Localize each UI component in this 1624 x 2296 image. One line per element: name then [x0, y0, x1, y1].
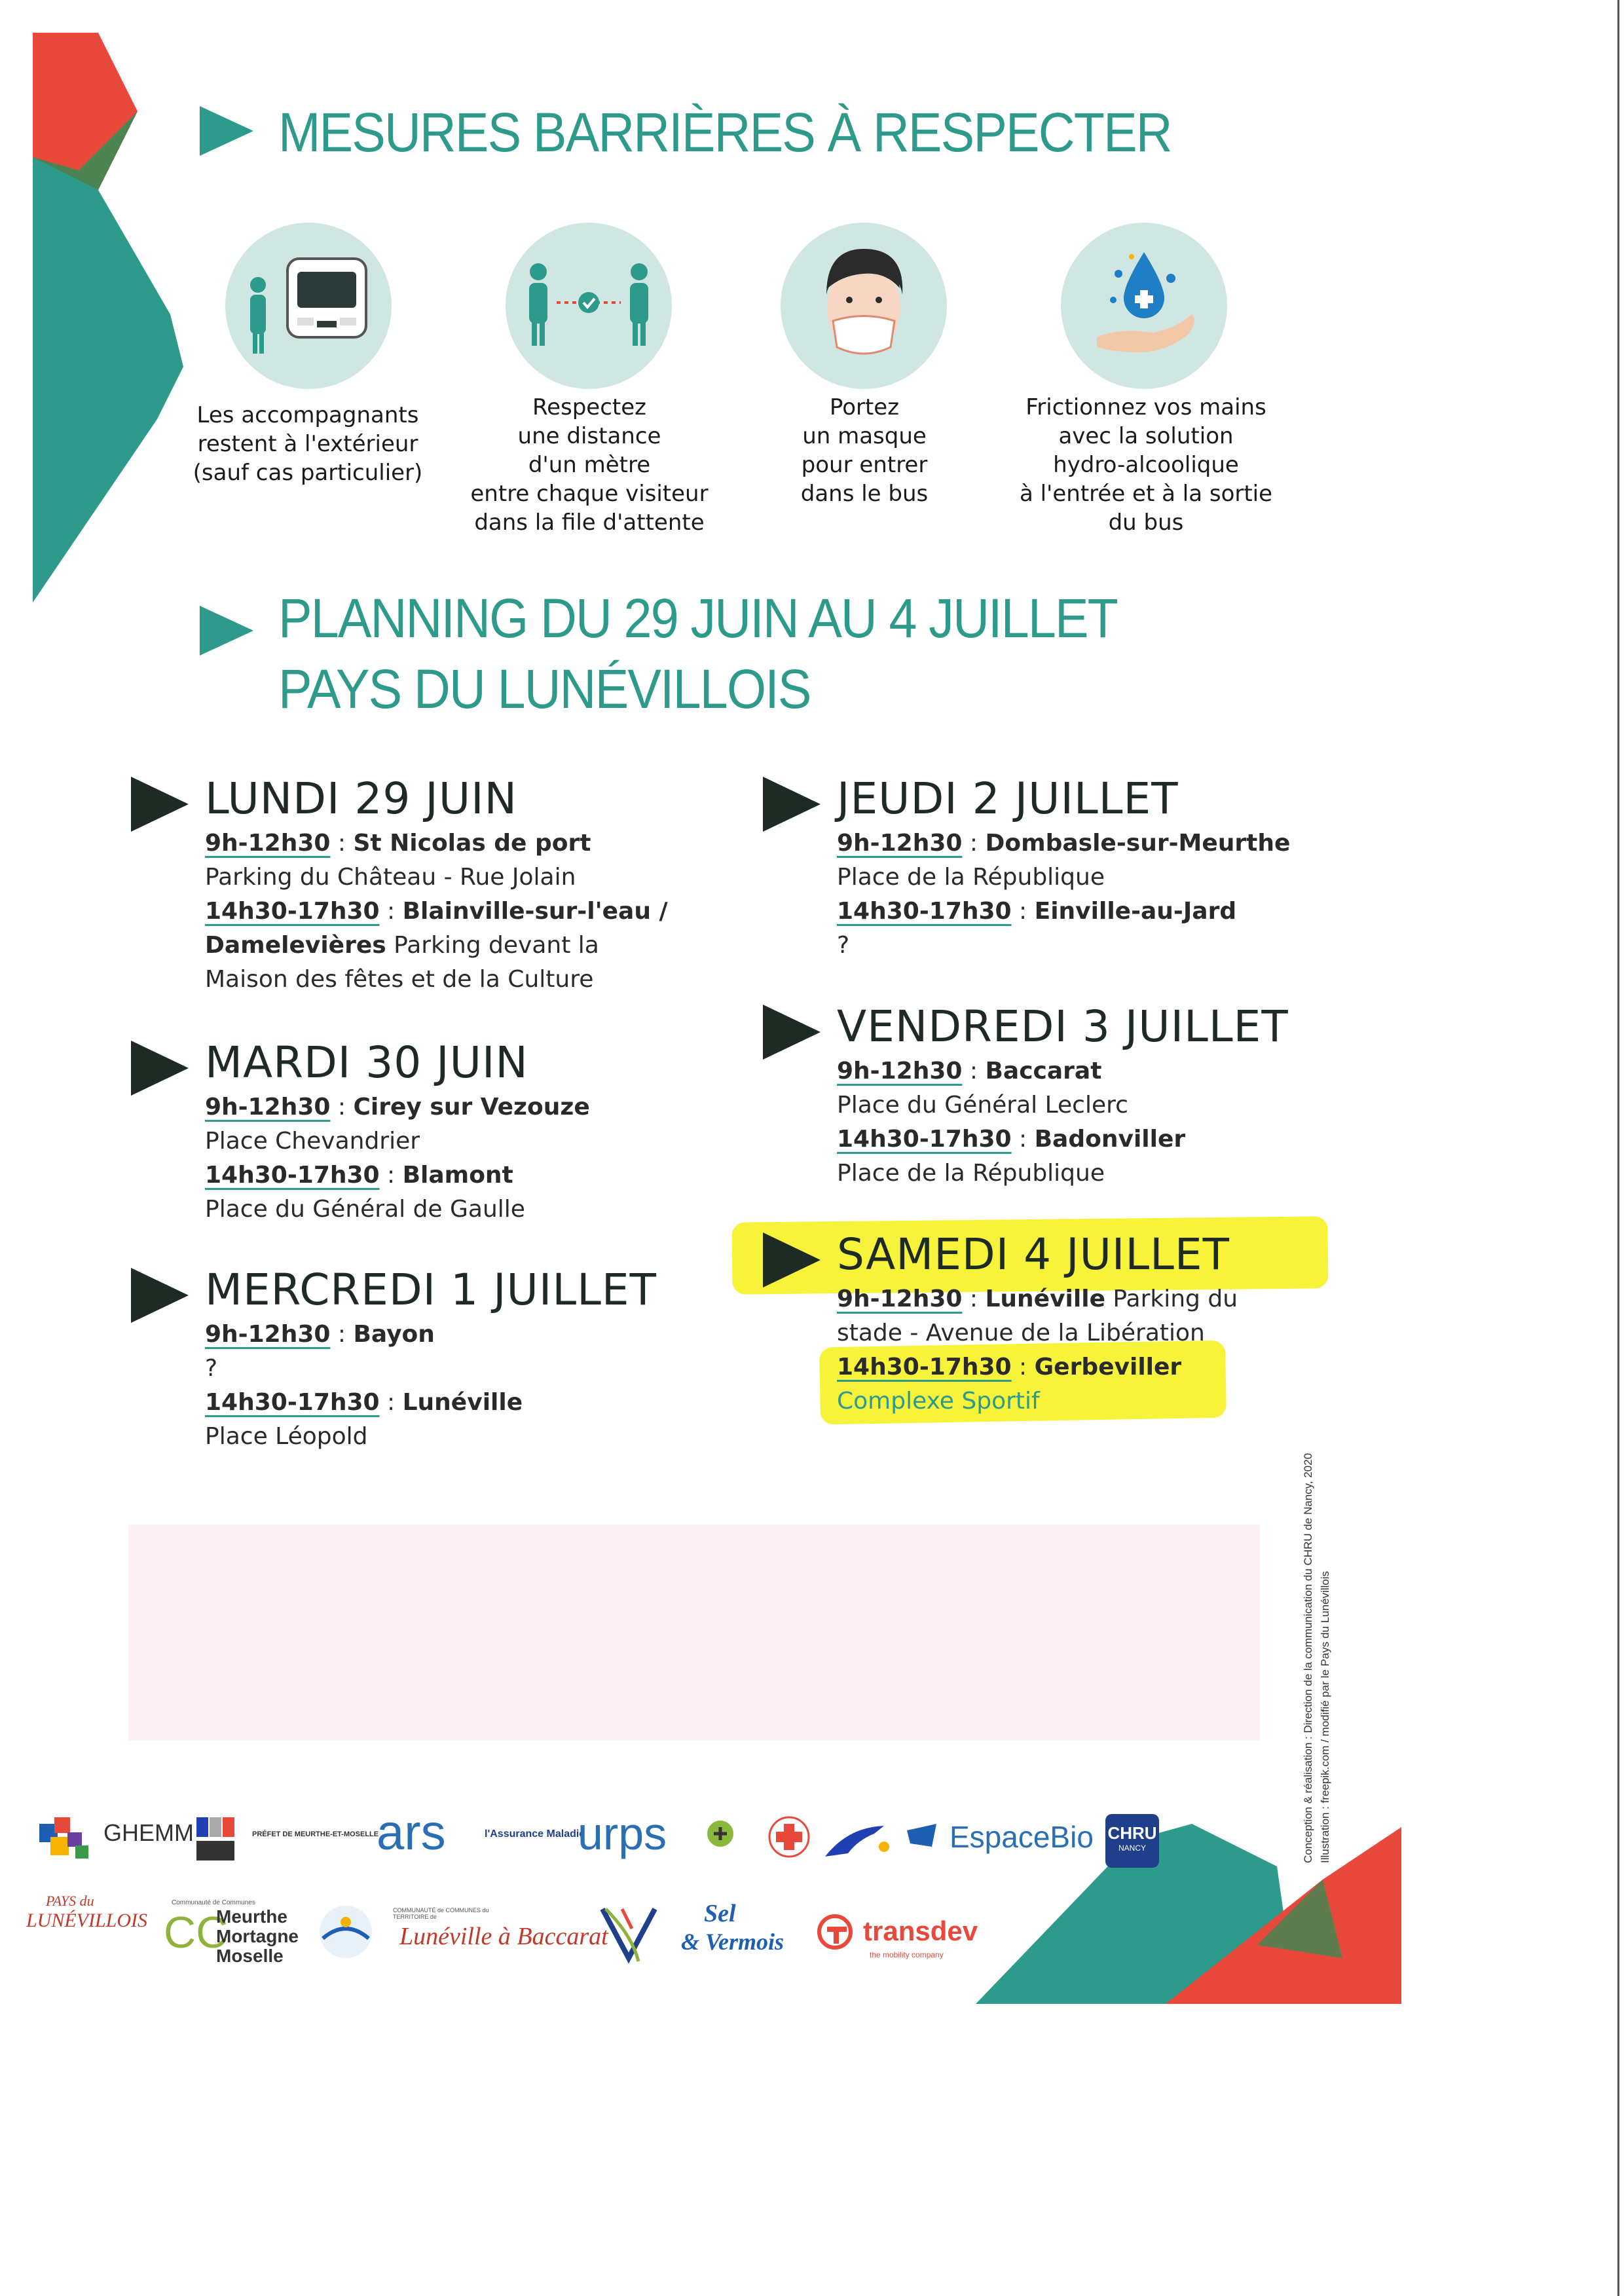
planning-title: PLANNING DU 29 JUIN AU 4 JUILLET PAYS DU LUNÉVILLOIS — [278, 587, 1118, 720]
bird-logo — [822, 1821, 900, 1860]
ars-logo: ars — [377, 1805, 446, 1861]
assurance-maladie-logo: l'Assurance Maladie — [485, 1828, 585, 1840]
page-edge — [1617, 0, 1619, 2296]
day-name: MARDI 30 JUIN — [205, 1037, 528, 1088]
urps-logo: urps — [578, 1808, 667, 1859]
day-arrow-icon — [763, 1005, 821, 1060]
vezouze-logo — [593, 1896, 665, 1974]
prefet-flag-icon — [196, 1817, 236, 1863]
transdev-logo: transdev — [863, 1916, 978, 1946]
bayon-logo — [313, 1899, 378, 1965]
caption-companions: Les accompagnants restent à l'extérieur (sauf cas particulier) — [193, 402, 423, 486]
red-cross-logo — [766, 1814, 812, 1860]
day-arrow-icon — [131, 1041, 189, 1096]
ccl-logo: Lunéville à Baccarat — [399, 1923, 608, 1950]
day-name: VENDREDI 3 JUILLET — [837, 1001, 1289, 1052]
espacebio-icon — [907, 1824, 940, 1850]
hand-sanitizer-icon — [1061, 223, 1227, 389]
section-arrow-icon — [200, 606, 253, 656]
transdev-icon — [815, 1912, 861, 1952]
day-arrow-icon — [763, 1232, 821, 1287]
ccmm-cc: CC — [164, 1908, 229, 1957]
ghemm-logo-text: GHEMM — [103, 1819, 194, 1846]
distance-icon — [506, 223, 672, 389]
section-arrow-icon — [200, 106, 253, 156]
chru-logo: CHRU NANCY — [1105, 1814, 1159, 1868]
day-name: SAMEDI 4 JUILLET — [837, 1229, 1230, 1280]
bus-companion-icon — [225, 223, 392, 389]
day-name: MERCREDI 1 JUILLET — [205, 1265, 657, 1315]
credits: Conception & réalisation : Direction de la communication du CHRU de Nancy, 2020 Illustration : freepik.com / modifié par le Pays du Lunévillois — [1302, 1453, 1331, 1863]
espacebio-logo: EspaceBio — [950, 1820, 1094, 1854]
empty-panel — [128, 1525, 1260, 1741]
pays-lunevillois-logo: PAYS du LUNÉVILLOIS — [26, 1893, 148, 1931]
day-arrow-icon — [763, 777, 821, 832]
day-name: JEUDI 2 JUILLET — [837, 773, 1179, 824]
transdev-tagline: the mobility company — [870, 1950, 944, 1959]
sel-vermois-logo: Sel & Vermois — [681, 1900, 784, 1955]
caption-distance: Respectez une distance d'un mètre entre chaque visiteur dans la file d'attente — [470, 394, 709, 536]
caption-mask: Portez un masque pour entrer dans le bus — [800, 394, 929, 507]
ccl-small: COMMUNAUTÉ de COMMUNES du TERRITOIRE de — [393, 1907, 489, 1920]
mask-icon — [781, 223, 947, 389]
caption-sanitizer: Frictionnez vos mains avec la solution hydro-alcoolique à l'entrée et à la sortie du bus — [1019, 394, 1273, 536]
ccmm-small: Communauté de Communes — [172, 1899, 255, 1906]
ccmm-logo: Meurthe Mortagne Moselle — [216, 1906, 299, 1966]
day-arrow-icon — [131, 777, 189, 832]
pharmacy-logo — [694, 1817, 747, 1857]
day-arrow-icon — [131, 1268, 189, 1323]
day-name: LUNDI 29 JUIN — [205, 773, 517, 824]
prefet-logo: PRÉFET DE MEURTHE-ET-MOSELLE — [252, 1830, 379, 1838]
ghemm-logo — [36, 1814, 95, 1866]
barrier-title: MESURES BARRIÈRES À RESPECTER — [278, 102, 1172, 163]
left-decoration — [0, 0, 196, 616]
